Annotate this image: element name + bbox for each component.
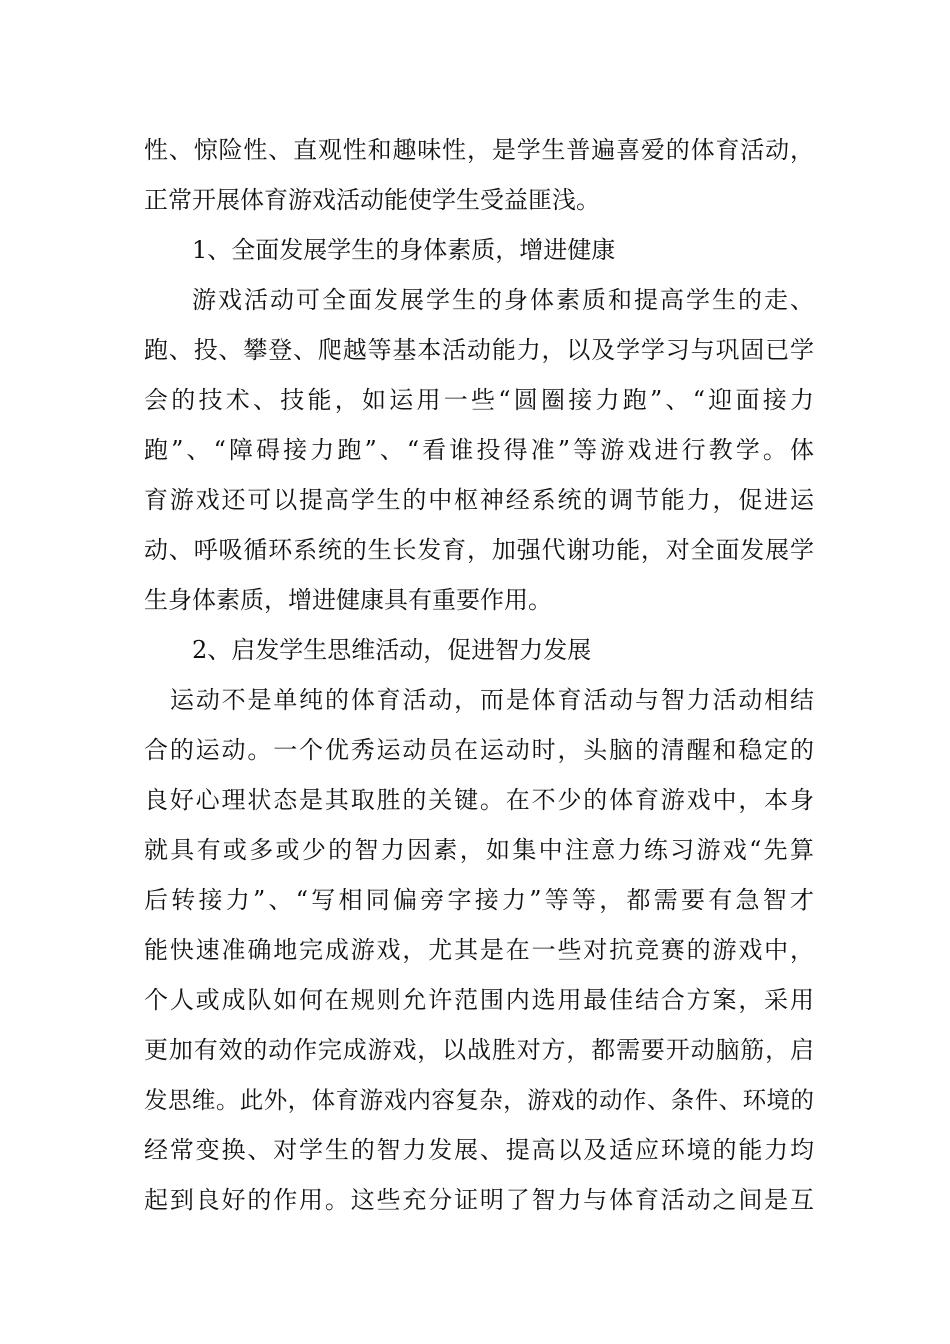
text-line: 经常变换、对学生的智力发展、提高以及适应环境的能力均: [144, 1136, 814, 1164]
text-line: 跑、投、攀登、爬越等基本活动能力，以及学学习与巩固已学: [144, 336, 814, 364]
text-line: 生身体素质，增进健康具有重要作用。: [144, 586, 552, 614]
text-line: 育游戏还可以提高学生的中枢神经系统的调节能力，促进运: [144, 486, 814, 514]
text-line: 动、呼吸循环系统的生长发育，加强代谢功能，对全面发展学: [144, 536, 814, 564]
text-line: 跑”、“障碍接力跑”、“看谁投得准”等游戏进行教学。体: [144, 436, 814, 464]
text-line: 性、惊险性、直观性和趣味性，是学生普遍喜爱的体育活动，: [144, 136, 814, 164]
text-line: 运动不是单纯的体育活动，而是体育活动与智力活动相结: [170, 686, 814, 714]
text-line: 个人或成队如何在规则允许范围内选用最佳结合方案，采用: [144, 986, 814, 1014]
text-line: 合的运动。一个优秀运动员在运动时，头脑的清醒和稳定的: [144, 736, 814, 764]
text-line: 就具有或多或少的智力因素，如集中注意力练习游戏“先算: [144, 836, 814, 864]
section-heading-1: 1、全面发展学生的身体素质，增进健康: [192, 236, 616, 264]
text-line: 良好心理状态是其取胜的关键。在不少的体育游戏中，本身: [144, 786, 814, 814]
text-line: 发思维。此外，体育游戏内容复杂，游戏的动作、条件、环境的: [144, 1086, 814, 1114]
section-heading-2: 2、启发学生思维活动，促进智力发展: [192, 636, 592, 664]
text-line: 游戏活动可全面发展学生的身体素质和提高学生的走、: [192, 286, 814, 314]
text-line: 后转接力”、“写相同偏旁字接力”等等，都需要有急智才: [144, 886, 814, 914]
text-line: 能快速准确地完成游戏，尤其是在一些对抗竞赛的游戏中，: [144, 936, 814, 964]
text-line: 起到良好的作用。这些充分证明了智力与体育活动之间是互: [144, 1186, 814, 1214]
text-line: 会的技术、技能，如运用一些“圆圈接力跑”、“迎面接力: [144, 386, 814, 414]
text-line: 正常开展体育游戏活动能使学生受益匪浅。: [144, 186, 600, 214]
text-line: 更加有效的动作完成游戏，以战胜对方，都需要开动脑筋，启: [144, 1036, 814, 1064]
